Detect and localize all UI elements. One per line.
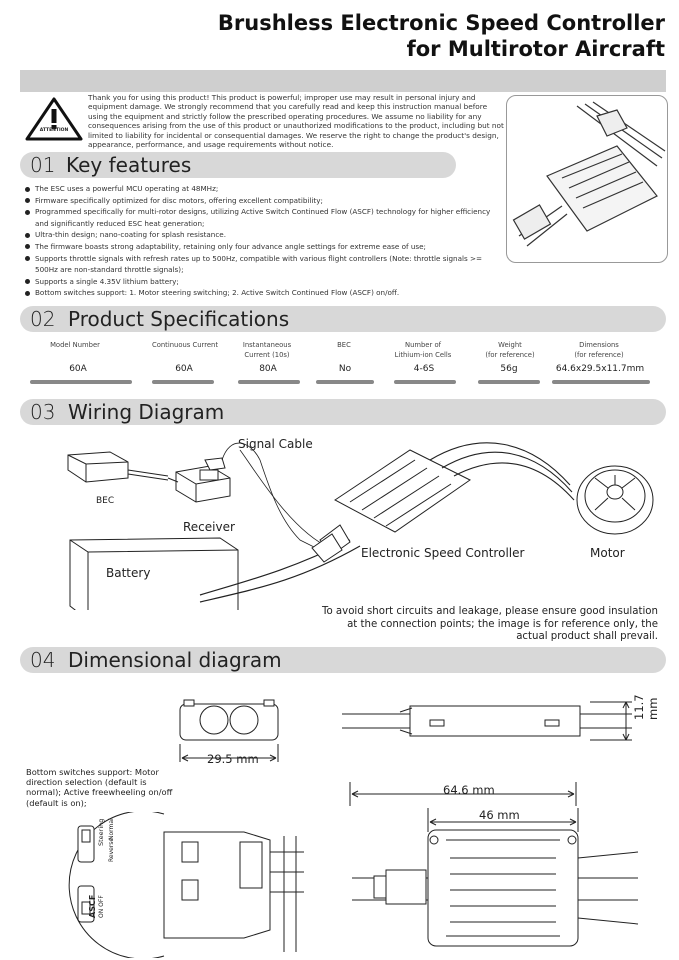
- switch-steering-label: Steering: [97, 818, 105, 846]
- section-number: 02: [30, 307, 56, 331]
- feature-item: Ultra-thin design; nano-coating for splash resistance.: [24, 229, 494, 241]
- spec-header-dimensions: Dimensions (for reference): [574, 341, 624, 359]
- section-key-features: [20, 152, 456, 178]
- dimension-side-view: [340, 696, 640, 744]
- spec-underline: [394, 380, 456, 384]
- spec-value-continuous: 60A: [175, 364, 193, 374]
- label-esc: Electronic Speed Controller: [361, 546, 525, 560]
- document-title: [218, 10, 665, 62]
- feature-item: Supports throttle signals with refresh rates up to 500Hz, compatible with various flight controllers (Note: throttle signals >= 500Hz are non-standard throttle signals);: [24, 253, 494, 276]
- spec-header-model: Model Number: [50, 341, 100, 349]
- esc-photo-illustration: [507, 96, 667, 262]
- bottom-switch-note: Bottom switches support: Motor direction selection (default is normal); Active freewheeling on/off (default is on);: [26, 767, 173, 808]
- section-number: 04: [30, 648, 56, 672]
- attention-label: ATTENTION: [39, 128, 69, 133]
- label-receiver: Receiver: [183, 520, 235, 534]
- feature-item: The firmware boasts strong adaptability, retaining only four advance angle settings for extreme ease of use;: [24, 241, 494, 253]
- intro-paragraph: Thank you for using this product! This product is powerful; improper use may result in personal injury and equipment damage. We strongly recommend that you carefully read and keep this instruction manual before using the equipment and strictly follow the prescribed operating procedures. We assume no liability for any consequences arising from the use of this product or unauthorized modifications to the product, including but not limited to liability for incidental or consequential damages. We reserve the right to change the product's design, appearance, performance, and usage requirements without notice.: [88, 93, 504, 150]
- spec-value-cells: 4-6S: [413, 364, 435, 374]
- spec-underline: [238, 380, 300, 384]
- switch-on-off-label: ON OFF: [98, 895, 105, 918]
- spec-header-continuous: Continuous Current: [151, 341, 219, 349]
- spec-value-instantaneous: 80A: [259, 364, 277, 374]
- label-motor: Motor: [590, 546, 625, 560]
- bec-module: [68, 452, 168, 482]
- dimension-bottom-view: [34, 812, 344, 958]
- product-photo: [506, 95, 668, 263]
- feature-item: Bottom switches support: 1. Motor steering switching; 2. Active Switch Continued Flow (ASCF) on/off.: [24, 287, 494, 299]
- dim-height-label: 11.7 mm: [632, 694, 660, 720]
- dim-length-total-label: 64.6 mm: [443, 783, 495, 797]
- spec-header-weight: Weight (for reference): [485, 341, 535, 359]
- title-line-1: Brushless Electronic Speed Controller: [217, 11, 665, 35]
- spec-underline: [316, 380, 374, 384]
- feature-item: The ESC uses a powerful MCU operating at 48MHz;: [24, 183, 494, 195]
- section-product-specifications: [20, 306, 666, 332]
- feature-item: Firmware specifically optimized for disc motors, offering excellent compatibility;: [24, 195, 494, 207]
- spec-value-dimensions: 64.6x29.5x11.7mm: [555, 364, 645, 374]
- dimension-top-view: [346, 778, 646, 954]
- header-divider-bar: [20, 70, 666, 92]
- section-number: 01: [30, 153, 56, 177]
- spec-underline: [30, 380, 132, 384]
- dim-width-label: 29.5 mm: [207, 752, 259, 766]
- wiring-note: To avoid short circuits and leakage, please ensure good insulation at the connection points; the image is for reference only, the actual product shall prevail.: [321, 606, 658, 642]
- switch-reverse-label: Reverse: [108, 837, 115, 862]
- feature-item: Programmed specifically for multi-rotor designs, utilizing Active Switch Continued Flow (ASCF) technology for higher efficiency and significantly reduced ESC heat generation;: [24, 206, 494, 229]
- wiring-diagram: [50, 430, 660, 610]
- spec-value-model: 60A: [69, 364, 87, 374]
- warning-triangle-icon: [24, 96, 84, 142]
- receiver-module: [168, 458, 230, 502]
- section-number: 03: [30, 400, 56, 424]
- spec-value-weight: 56g: [500, 364, 518, 374]
- feature-item: Supports a single 4.35V lithium battery;: [24, 276, 494, 288]
- label-battery: Battery: [106, 566, 151, 580]
- spec-underline: [152, 380, 214, 384]
- label-bec: BEC: [96, 496, 115, 506]
- spec-header-instantaneous: Instantaneous Current (10s): [242, 341, 292, 359]
- motor: [577, 466, 653, 534]
- section-title: Key features: [66, 153, 192, 177]
- spec-underline: [552, 380, 650, 384]
- dim-length-body-label: 46 mm: [479, 808, 520, 822]
- section-title: Product Specifications: [68, 307, 290, 331]
- label-signal-cable: Signal Cable: [238, 437, 313, 451]
- section-title: Wiring Diagram: [68, 400, 225, 424]
- spec-header-bec: BEC: [337, 341, 351, 349]
- feature-list: [24, 183, 494, 299]
- switch-ascf-label: ASCF: [88, 894, 97, 918]
- section-wiring-diagram: [20, 399, 666, 425]
- section-title: Dimensional diagram: [68, 648, 282, 672]
- switch-normal-label: Normal: [108, 818, 115, 840]
- title-line-2: for Multirotor Aircraft: [406, 37, 665, 61]
- section-dimensional-diagram: [20, 647, 666, 673]
- spec-underline: [478, 380, 540, 384]
- spec-value-bec: No: [338, 364, 352, 374]
- spec-header-cells: Number of Lithium-ion Cells: [394, 341, 452, 359]
